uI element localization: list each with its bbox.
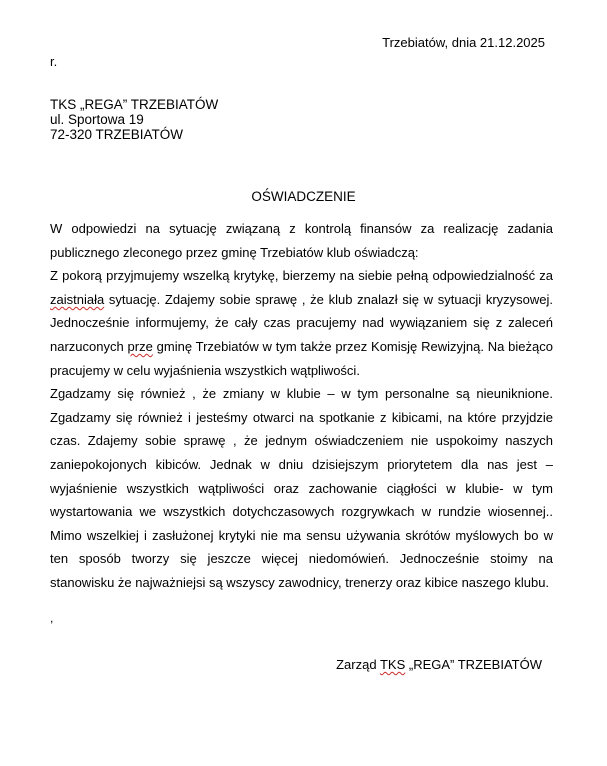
misspelled-word: prze: [127, 338, 153, 354]
signature: [336, 657, 542, 672]
signature-prefix: Zarząd: [336, 657, 380, 672]
recipient-postal-city: 72-320 TRZEBIATÓW: [50, 127, 184, 142]
signature-org-abbrev: TKS: [379, 657, 406, 672]
paragraph-2: [50, 264, 553, 382]
stray-comma: ,: [50, 611, 54, 625]
paragraph-2-text-c: gminę Trzebiatów w tym także przez Komisję Rewizyjną. Na bieżąco pracujemy w celu wyjaśnienia wszystkich wątpliwości.: [50, 338, 553, 378]
document-title-wrapper: [0, 189, 607, 204]
misspelled-word: zaistniała: [50, 291, 105, 307]
paragraph-2-text-a: Z pokorą przyjmujemy wszelką krytykę, bierzemy na siebie pełną odpowiedzialność za: [50, 268, 553, 284]
paragraph-1: W odpowiedzi na sytuację związaną z kontrolą finansów za realizację zadania publicznego zleconego przez gminę Trzebiatów klub oświadczą:: [50, 221, 553, 260]
place-date: Trzebiatów, dnia 21.12.2025: [382, 35, 545, 50]
recipient-street: ul. Sportowa 19: [50, 112, 144, 127]
paragraph-3: Zgadzamy się również , że zmiany w klubie – w tym personalne są nieuniknione. Zgadzamy się również i jesteśmy otwarci na spotkanie z kibicami, na które przyjdzie czas. Zdajemy sobie sprawę , że jednym oświadczeniem nie uspokoimy naszych zaniepokojonych kibiców. Jednak w dniu dzisiejszym priorytetem dla nas jest – wyjaśnienie wszystkich wątpliwości oraz zachowanie ciągłości w klubie- w tym wystartowania we wszystkich dotychczasowych rozgrywkach w rundzie wiosennej.. Mimo wszelkiej i zasłużonej krytyki nie ma sensu używania skrótów myślowych bo w ten sposób tworzy się jeszcze więcej niedomówień. Jednocześnie stoimy na stanowisku że najważniejsi są wszyscy zawodnicy, trenerzy oraz kibice naszego klubu.: [50, 386, 553, 590]
document-title: OŚWIADCZENIE: [251, 189, 356, 204]
r-marker: r.: [50, 54, 58, 69]
paragraph-2-text-b: sytuację. Zdajemy sobie sprawę , że klub znalazł się w sytuacji kryzysowej. Jednocześnie informujemy, że cały czas pracujemy nad wywiązaniem się z zaleceń narzuconych: [50, 291, 553, 354]
recipient-name: TKS „REGA” TRZEBIATÓW: [50, 97, 219, 112]
signature-suffix: „REGA” TRZEBIATÓW: [405, 657, 542, 672]
document-body: [50, 217, 553, 595]
recipient-address: [50, 97, 218, 142]
